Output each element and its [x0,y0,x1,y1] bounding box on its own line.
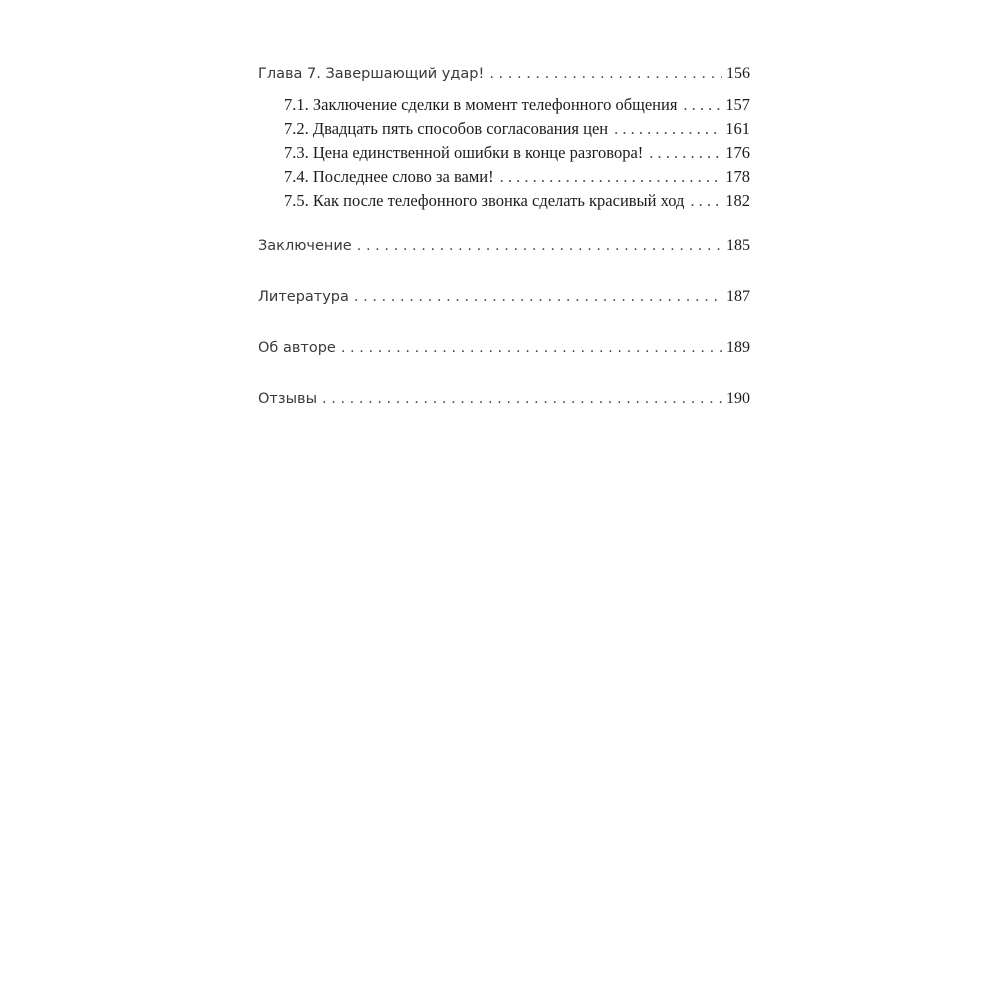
toc-entry-page: 185 [726,237,750,254]
toc-entry-label: Литература [258,289,349,305]
toc-entry-page: 190 [726,390,750,407]
toc-entry-label: Отзывы [258,391,318,407]
toc-entry-label: Глава 7. Завершающий удар! [258,66,485,82]
toc-entry-label: Заключение [258,238,352,254]
dot-leader [354,285,722,309]
toc-entry-section-7-1 [258,93,750,117]
toc-entry-chapter-7 [258,62,750,86]
toc-entry-page: 176 [725,143,750,162]
toc-entry-page: 189 [726,339,750,356]
toc-entry-section-7-4 [258,165,750,189]
toc-entry-about-author [258,336,750,360]
dot-leader [614,117,722,141]
toc-entry-label: 7.4. Последнее слово за вами! [284,167,494,186]
toc-entry-label: 7.1. Заключение сделки в момент телефонного общения [284,95,678,114]
toc-entry-section-7-2 [258,117,750,141]
table-of-contents [258,62,750,411]
toc-entry-label: 7.3. Цена единственной ошибки в конце разговора! [284,143,644,162]
toc-entry-page: 156 [726,65,750,82]
toc-entry-section-7-5 [258,189,750,213]
dot-leader [683,93,722,117]
toc-entry-reviews [258,387,750,411]
dot-leader [489,62,722,86]
toc-entry-page: 157 [725,95,750,114]
toc-entry-section-7-3 [258,141,750,165]
dot-leader [649,141,722,165]
dot-leader [690,189,722,213]
dot-leader [341,336,722,360]
toc-entry-label: Об авторе [258,340,336,356]
dot-leader [322,387,722,411]
dot-leader [500,165,723,189]
toc-entry-page: 178 [725,167,750,186]
toc-entry-conclusion [258,234,750,258]
dot-leader [357,234,722,258]
toc-entry-label: 7.2. Двадцать пять способов согласования цен [284,119,609,138]
toc-entry-page: 187 [726,288,750,305]
toc-entry-page: 182 [725,191,750,210]
toc-entry-label: 7.5. Как после телефонного звонка сделать красивый ход [284,191,685,210]
toc-entry-literature [258,285,750,309]
toc-entry-page: 161 [725,119,750,138]
